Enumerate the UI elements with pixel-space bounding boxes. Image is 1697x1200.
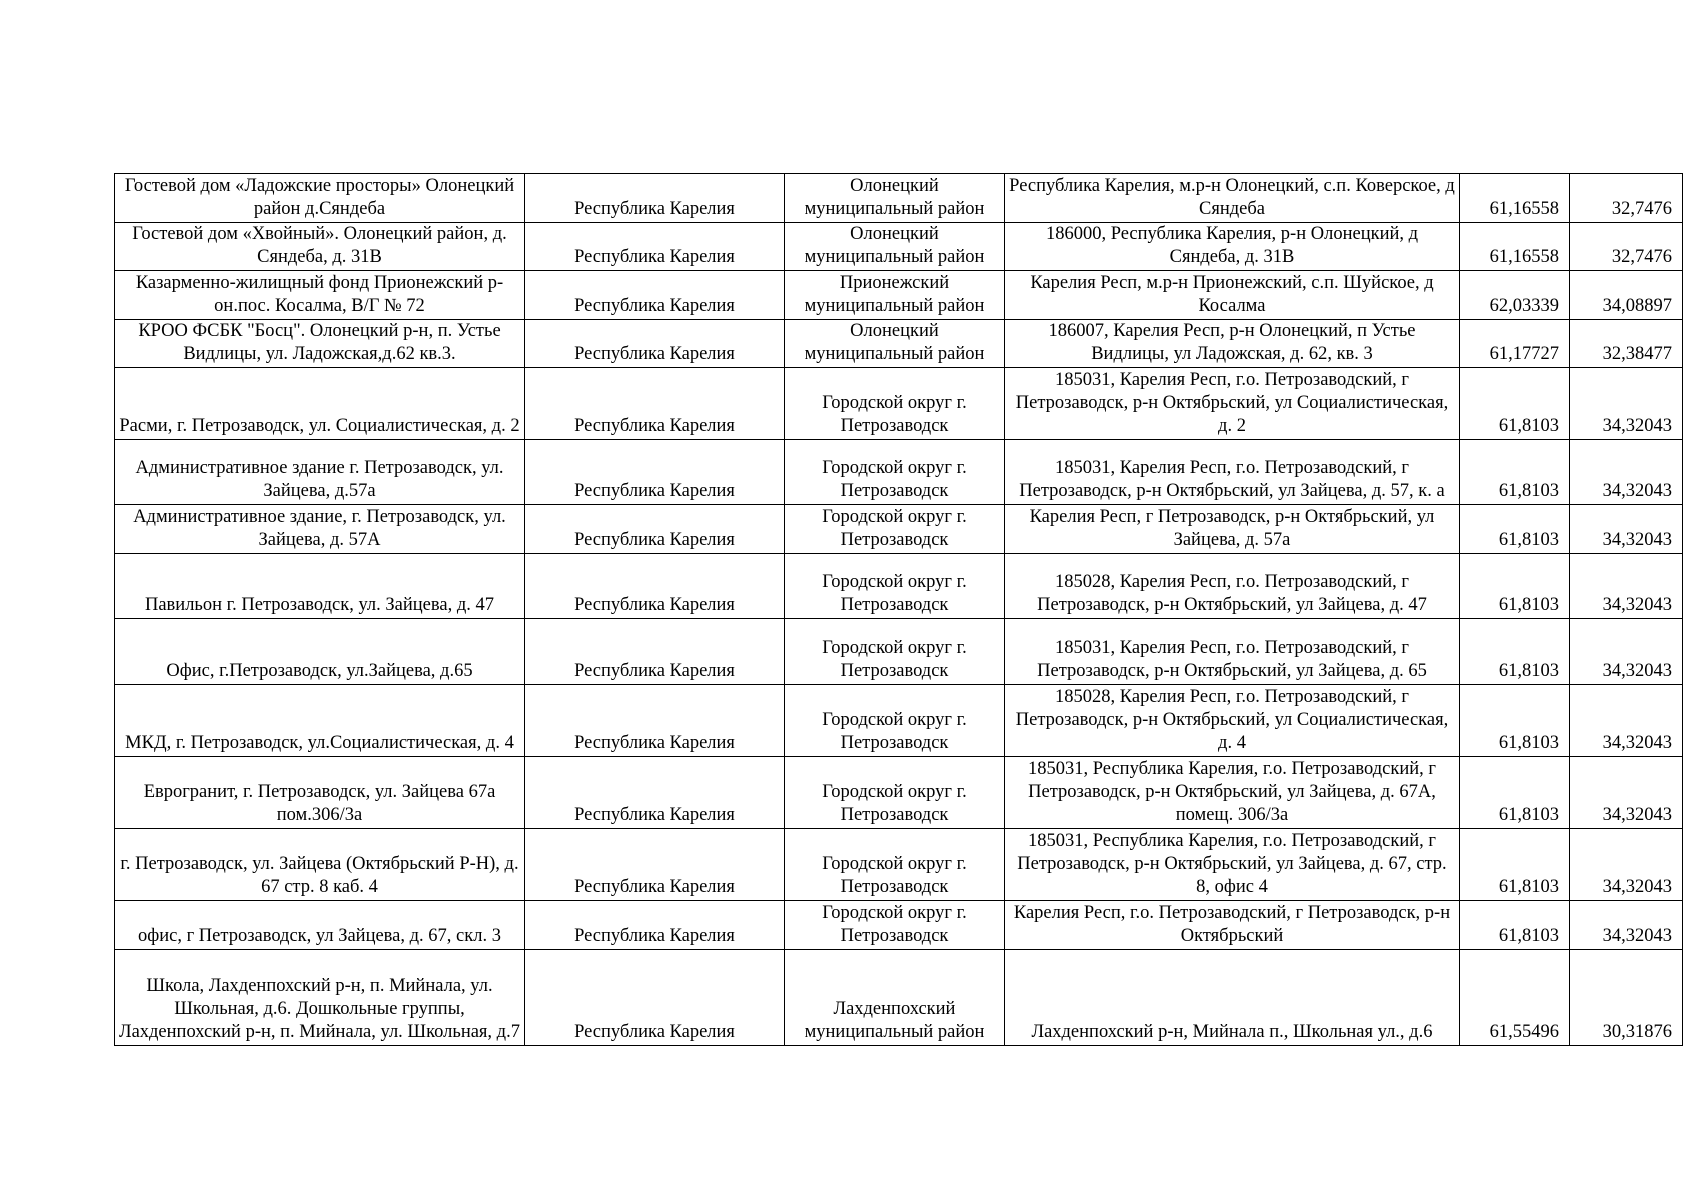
cell-object-name: Еврогранит, г. Петрозаводск, ул. Зайцева 67а пом.306/3а xyxy=(115,757,525,829)
table-row xyxy=(115,223,1683,271)
cell-latitude: 61,8103 xyxy=(1460,829,1570,901)
objects-table xyxy=(114,173,1683,1046)
cell-region: Республика Карелия xyxy=(525,440,785,505)
cell-address: 185031, Карелия Респ, г.о. Петрозаводский, г Петрозаводск, р-н Октябрьский, ул Зайцева, д. 65 xyxy=(1005,619,1460,685)
cell-object-name: офис, г Петрозаводск, ул Зайцева, д. 67, скл. 3 xyxy=(115,901,525,950)
cell-region: Республика Карелия xyxy=(525,554,785,619)
cell-address: 185028, Карелия Респ, г.о. Петрозаводский, г Петрозаводск, р-н Октябрьский, ул Социалистическая, д. 4 xyxy=(1005,685,1460,757)
cell-district: Городской округ г. Петрозаводск xyxy=(785,829,1005,901)
cell-object-name: КРОО ФСБК "Босц". Олонецкий р-н, п. Устье Видлицы, ул. Ладожская,д.62 кв.3. xyxy=(115,320,525,368)
cell-address: Карелия Респ, м.р-н Прионежский, с.п. Шуйское, д Косалма xyxy=(1005,271,1460,320)
cell-latitude: 61,17727 xyxy=(1460,320,1570,368)
cell-region: Республика Карелия xyxy=(525,685,785,757)
cell-address: 185031, Карелия Респ, г.о. Петрозаводский, г Петрозаводск, р-н Октябрьский, ул Зайцева, д. 57, к. а xyxy=(1005,440,1460,505)
cell-longitude: 34,32043 xyxy=(1570,505,1683,554)
table-row xyxy=(115,950,1683,1046)
cell-object-name: Административное здание, г. Петрозаводск, ул. Зайцева, д. 57А xyxy=(115,505,525,554)
cell-longitude: 34,32043 xyxy=(1570,685,1683,757)
cell-object-name: Школа, Лахденпохский р-н, п. Мийнала, ул. Школьная, д.6. Дошкольные группы, Лахденпохский р-н, п. Мийнала, ул. Школьная, д.7 xyxy=(115,950,525,1046)
table-row xyxy=(115,901,1683,950)
cell-longitude: 34,32043 xyxy=(1570,619,1683,685)
cell-address: 185031, Республика Карелия, г.о. Петрозаводский, г Петрозаводск, р-н Октябрьский, ул Зайцева, д. 67А, помещ. 306/3а xyxy=(1005,757,1460,829)
table-row xyxy=(115,271,1683,320)
cell-longitude: 34,32043 xyxy=(1570,901,1683,950)
cell-object-name: Гостевой дом «Ладожские просторы» Олонецкий район д.Сяндеба xyxy=(115,174,525,223)
cell-longitude: 32,7476 xyxy=(1570,174,1683,223)
cell-address: Карелия Респ, г.о. Петрозаводский, г Петрозаводск, р-н Октябрьский xyxy=(1005,901,1460,950)
cell-district: Городской округ г. Петрозаводск xyxy=(785,901,1005,950)
cell-address: Карелия Респ, г Петрозаводск, р-н Октябрьский, ул Зайцева, д. 57а xyxy=(1005,505,1460,554)
cell-longitude: 32,38477 xyxy=(1570,320,1683,368)
table-row xyxy=(115,440,1683,505)
cell-latitude: 61,8103 xyxy=(1460,440,1570,505)
cell-region: Республика Карелия xyxy=(525,271,785,320)
cell-object-name: Гостевой дом «Хвойный». Олонецкий район, д. Сяндеба, д. 31В xyxy=(115,223,525,271)
cell-latitude: 62,03339 xyxy=(1460,271,1570,320)
cell-region: Республика Карелия xyxy=(525,368,785,440)
table-row xyxy=(115,685,1683,757)
table-row xyxy=(115,368,1683,440)
cell-district: Олонецкий муниципальный район xyxy=(785,223,1005,271)
table-row xyxy=(115,505,1683,554)
cell-object-name: г. Петрозаводск, ул. Зайцева (Октябрьский Р-Н), д. 67 стр. 8 каб. 4 xyxy=(115,829,525,901)
cell-address: 185031, Республика Карелия, г.о. Петрозаводский, г Петрозаводск, р-н Октябрьский, ул Зайцева, д. 67, стр. 8, офис 4 xyxy=(1005,829,1460,901)
cell-object-name: МКД, г. Петрозаводск, ул.Социалистическая, д. 4 xyxy=(115,685,525,757)
cell-address: 185031, Карелия Респ, г.о. Петрозаводский, г Петрозаводск, р-н Октябрьский, ул Социалистическая, д. 2 xyxy=(1005,368,1460,440)
cell-latitude: 61,8103 xyxy=(1460,554,1570,619)
cell-longitude: 34,32043 xyxy=(1570,554,1683,619)
cell-region: Республика Карелия xyxy=(525,901,785,950)
cell-latitude: 61,8103 xyxy=(1460,368,1570,440)
cell-region: Республика Карелия xyxy=(525,950,785,1046)
cell-latitude: 61,16558 xyxy=(1460,223,1570,271)
cell-object-name: Расми, г. Петрозаводск, ул. Социалистическая, д. 2 xyxy=(115,368,525,440)
cell-district: Городской округ г. Петрозаводск xyxy=(785,505,1005,554)
cell-longitude: 30,31876 xyxy=(1570,950,1683,1046)
cell-region: Республика Карелия xyxy=(525,757,785,829)
table-body xyxy=(115,174,1683,1046)
cell-district: Городской округ г. Петрозаводск xyxy=(785,685,1005,757)
cell-latitude: 61,8103 xyxy=(1460,901,1570,950)
cell-latitude: 61,16558 xyxy=(1460,174,1570,223)
cell-address: 186000, Республика Карелия, р-н Олонецкий, д Сяндеба, д. 31В xyxy=(1005,223,1460,271)
cell-address: Республика Карелия, м.р-н Олонецкий, с.п. Коверское, д Сяндеба xyxy=(1005,174,1460,223)
table-row xyxy=(115,829,1683,901)
cell-address: 185028, Карелия Респ, г.о. Петрозаводский, г Петрозаводск, р-н Октябрьский, ул Зайцева, д. 47 xyxy=(1005,554,1460,619)
cell-district: Городской округ г. Петрозаводск xyxy=(785,619,1005,685)
cell-region: Республика Карелия xyxy=(525,320,785,368)
cell-region: Республика Карелия xyxy=(525,223,785,271)
cell-region: Республика Карелия xyxy=(525,505,785,554)
cell-longitude: 32,7476 xyxy=(1570,223,1683,271)
table-row xyxy=(115,619,1683,685)
cell-longitude: 34,32043 xyxy=(1570,757,1683,829)
cell-region: Республика Карелия xyxy=(525,174,785,223)
cell-district: Городской округ г. Петрозаводск xyxy=(785,554,1005,619)
cell-longitude: 34,32043 xyxy=(1570,368,1683,440)
cell-object-name: Павильон г. Петрозаводск, ул. Зайцева, д. 47 xyxy=(115,554,525,619)
cell-district: Городской округ г. Петрозаводск xyxy=(785,440,1005,505)
cell-district: Олонецкий муниципальный район xyxy=(785,320,1005,368)
cell-longitude: 34,08897 xyxy=(1570,271,1683,320)
cell-latitude: 61,8103 xyxy=(1460,757,1570,829)
cell-district: Олонецкий муниципальный район xyxy=(785,174,1005,223)
cell-longitude: 34,32043 xyxy=(1570,440,1683,505)
cell-object-name: Казарменно-жилищный фонд Прионежский р-он.пос. Косалма, В/Г № 72 xyxy=(115,271,525,320)
table-row xyxy=(115,320,1683,368)
cell-latitude: 61,8103 xyxy=(1460,685,1570,757)
cell-latitude: 61,8103 xyxy=(1460,505,1570,554)
cell-district: Городской округ г. Петрозаводск xyxy=(785,368,1005,440)
cell-region: Республика Карелия xyxy=(525,619,785,685)
table-row xyxy=(115,757,1683,829)
cell-latitude: 61,55496 xyxy=(1460,950,1570,1046)
table-row xyxy=(115,554,1683,619)
cell-object-name: Офис, г.Петрозаводск, ул.Зайцева, д.65 xyxy=(115,619,525,685)
cell-latitude: 61,8103 xyxy=(1460,619,1570,685)
cell-address: 186007, Карелия Респ, р-н Олонецкий, п Устье Видлицы, ул Ладожская, д. 62, кв. 3 xyxy=(1005,320,1460,368)
cell-object-name: Административное здание г. Петрозаводск, ул. Зайцева, д.57а xyxy=(115,440,525,505)
cell-district: Прионежский муниципальный район xyxy=(785,271,1005,320)
cell-address: Лахденпохский р-н, Мийнала п., Школьная ул., д.6 xyxy=(1005,950,1460,1046)
cell-district: Городской округ г. Петрозаводск xyxy=(785,757,1005,829)
cell-region: Республика Карелия xyxy=(525,829,785,901)
cell-district: Лахденпохский муниципальный район xyxy=(785,950,1005,1046)
cell-longitude: 34,32043 xyxy=(1570,829,1683,901)
table-row xyxy=(115,174,1683,223)
